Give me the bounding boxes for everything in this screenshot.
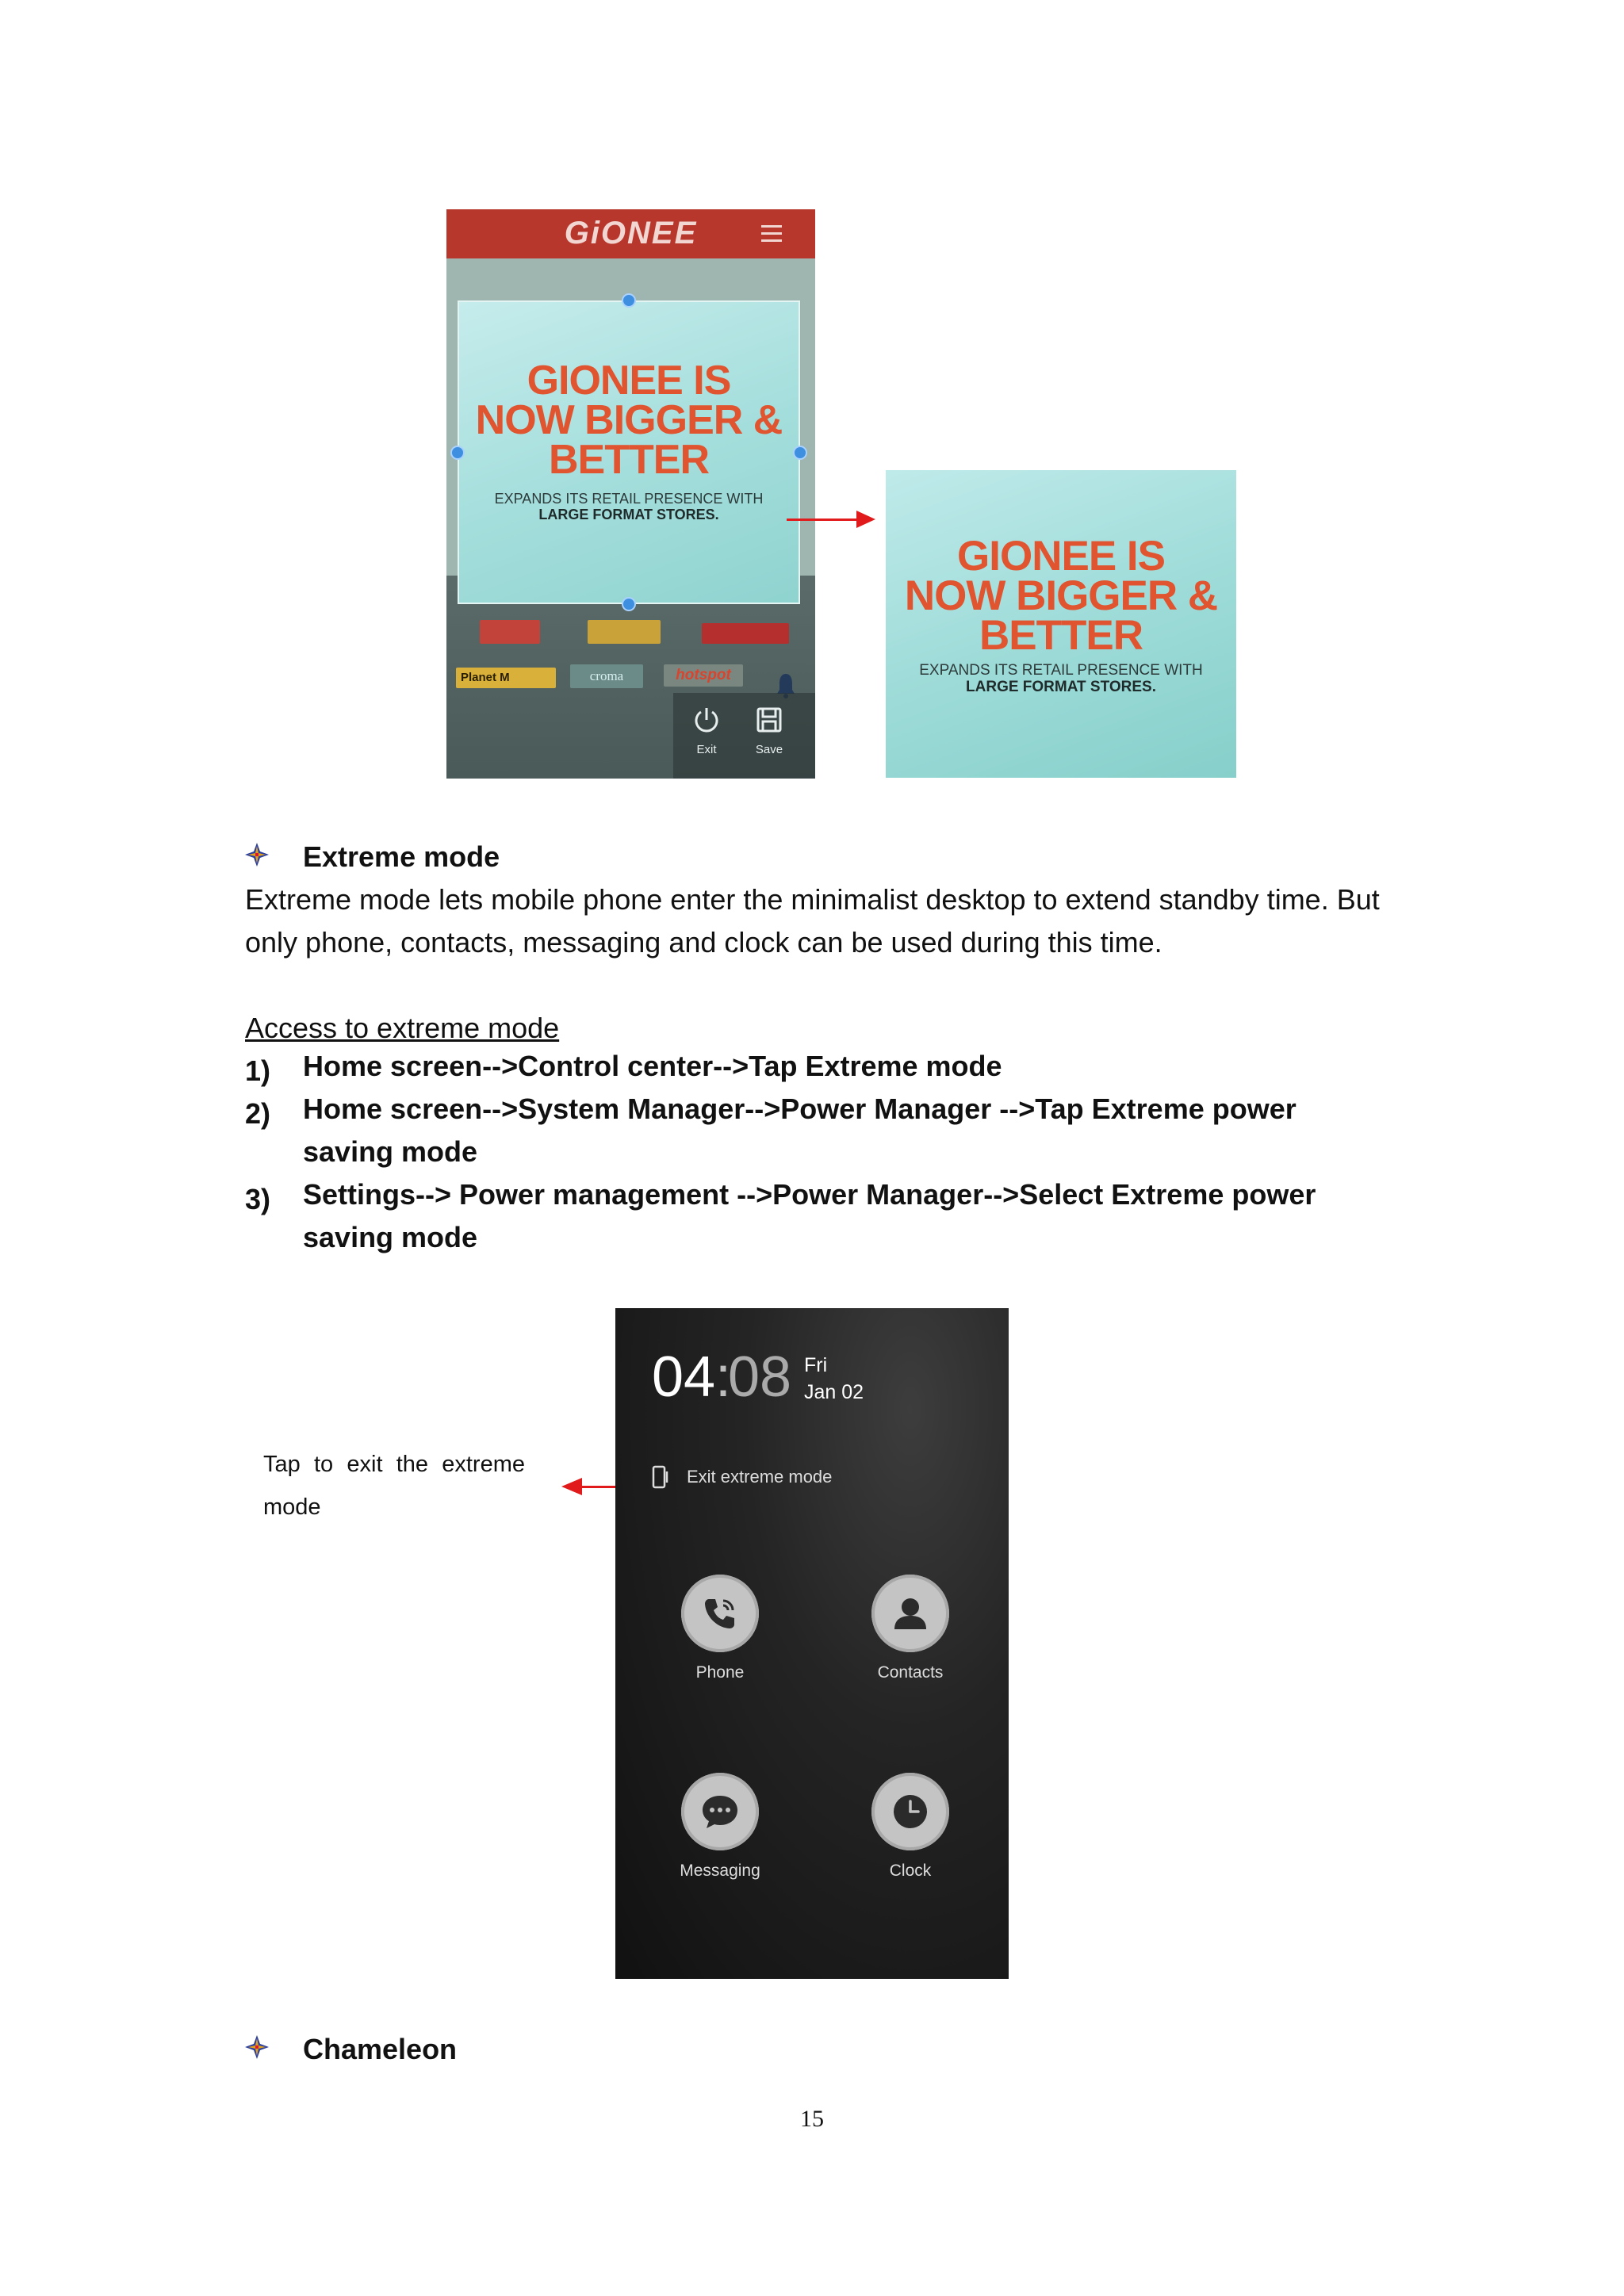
store-logo-croma: croma: [570, 664, 643, 688]
contact-person-icon: [887, 1590, 934, 1637]
clock-minutes: 08: [728, 1345, 792, 1409]
callout-text: mode: [263, 1494, 321, 1520]
phone-icon: [696, 1590, 744, 1637]
chat-bubble-icon: [696, 1788, 744, 1835]
banner-headline: [459, 358, 799, 483]
crop-handle-top[interactable]: [622, 293, 636, 308]
clock-hours: 04: [652, 1345, 716, 1409]
exit-extreme-mode-text[interactable]: Exit extreme mode: [687, 1467, 833, 1487]
headline-line: NOW BIGGER &: [475, 397, 783, 443]
extreme-mode-description: Extreme mode lets mobile phone enter the minimalist desktop to extend standby time. But: [245, 883, 1380, 916]
step-number: 3): [245, 1183, 271, 1215]
crop-selection-box[interactable]: [458, 300, 800, 604]
messaging-app-label: Messaging: [680, 1862, 760, 1880]
step-text: saving mode: [303, 1221, 478, 1253]
clock-app-button[interactable]: [871, 1773, 949, 1850]
phone-app-label: Phone: [695, 1663, 745, 1682]
messaging-app-button[interactable]: [681, 1773, 759, 1850]
clock-colon: :: [715, 1345, 732, 1409]
save-button[interactable]: [741, 706, 797, 756]
phone-app-button[interactable]: [681, 1575, 759, 1652]
exit-extreme-mode-icon[interactable]: [652, 1465, 669, 1489]
power-icon: [692, 706, 721, 734]
headline-line: BETTER: [979, 612, 1143, 659]
save-icon: [755, 706, 783, 734]
menu-icon[interactable]: [761, 225, 782, 243]
store-logo-chip: [588, 620, 661, 644]
arrow-line: [787, 519, 858, 521]
access-extreme-mode-heading: Access to extreme mode: [245, 1012, 560, 1044]
bullet-cross-icon: [245, 2035, 269, 2059]
extreme-mode-screenshot: [615, 1308, 1009, 1979]
extreme-mode-heading: Extreme mode: [303, 840, 500, 873]
step-text: Home screen-->Control center-->Tap Extreme mode: [303, 1050, 1002, 1082]
arrow-right-icon: [856, 511, 875, 528]
banner-tagline-bold: LARGE FORMAT STORES.: [538, 507, 719, 522]
step-number: 1): [245, 1054, 271, 1087]
step-text: saving mode: [303, 1135, 478, 1168]
clock-day: Fri: [804, 1354, 828, 1376]
cropped-result-screenshot: [886, 470, 1236, 778]
save-label: Save: [755, 743, 783, 756]
step-number: 2): [245, 1097, 271, 1130]
exit-label: Exit: [696, 743, 717, 756]
clock-icon: [887, 1788, 934, 1835]
step-text: Home screen-->System Manager-->Power Manager -->Tap Extreme power: [303, 1093, 1297, 1125]
headline-line: NOW BIGGER &: [904, 572, 1218, 619]
crop-handle-bottom[interactable]: [622, 597, 636, 611]
extreme-mode-description: only phone, contacts, messaging and clock can be used during this time.: [245, 926, 1162, 959]
headline-line: GIONEE IS: [527, 358, 731, 404]
headline-line: GIONEE IS: [957, 533, 1165, 580]
clock-app-label: Clock: [889, 1862, 932, 1880]
step-text: Settings--> Power management -->Power Manager-->Select Extreme power: [303, 1178, 1316, 1211]
crop-editor-screenshot: [446, 209, 815, 779]
exit-button[interactable]: [679, 706, 734, 756]
store-logo-planet-m: Planet M: [456, 668, 556, 688]
contacts-app-label: Contacts: [877, 1663, 944, 1682]
contacts-app-button[interactable]: [871, 1575, 949, 1652]
bullet-cross-icon: [245, 843, 269, 867]
result-tagline-bold: LARGE FORMAT STORES.: [966, 679, 1156, 695]
store-logo-hotspot: hotspot: [664, 664, 743, 687]
app-top-bar: [446, 209, 815, 258]
result-headline: [886, 533, 1236, 659]
banner-tagline: EXPANDS ITS RETAIL PRESENCE WITH: [494, 491, 764, 507]
store-logo-chip: [480, 620, 540, 644]
result-tagline: EXPANDS ITS RETAIL PRESENCE WITH: [919, 662, 1203, 679]
chameleon-heading: Chameleon: [303, 2033, 458, 2065]
page-number: 15: [800, 2106, 824, 2132]
gionee-logo: GiONEE: [564, 216, 698, 251]
headline-line: BETTER: [549, 437, 709, 483]
crop-handle-right[interactable]: [793, 446, 807, 460]
callout-text: Tap to exit the extreme: [263, 1452, 525, 1477]
store-logo-chip: [702, 623, 789, 644]
clock-date: Jan 02: [804, 1381, 864, 1403]
crop-handle-left[interactable]: [450, 446, 465, 460]
